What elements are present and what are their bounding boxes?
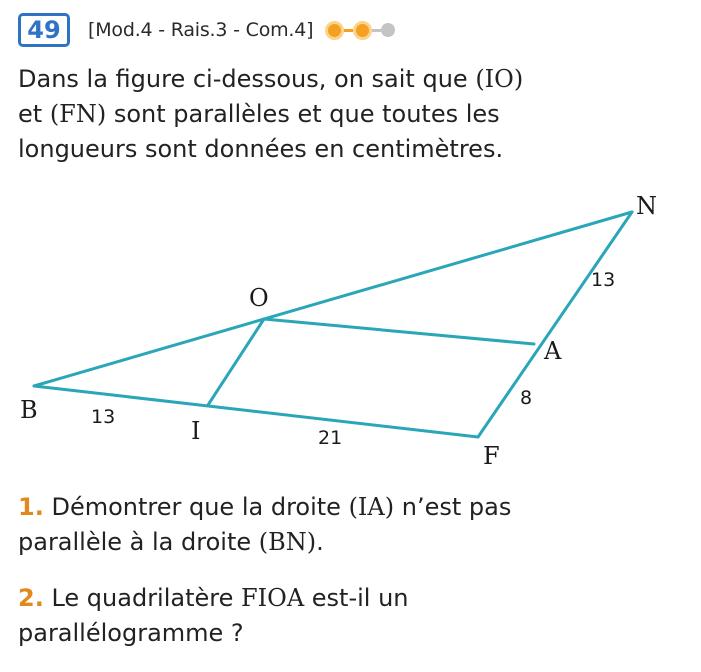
length-label-an: 13 (591, 269, 616, 291)
skills-tag: [Mod.4 - Rais.3 - Com.4] (88, 19, 314, 41)
exercise-statement (18, 62, 678, 167)
question-line: parallélogramme ? (18, 619, 244, 647)
segment-bn (34, 212, 632, 386)
point-label-n: N (636, 192, 657, 220)
point-label-b: B (20, 396, 38, 424)
length-label-fa: 8 (520, 387, 533, 409)
statement-line: et (FN) sont parallèles et que toutes les (18, 100, 500, 128)
question-number: 2. (18, 584, 44, 612)
geometry-figure-svg (0, 180, 701, 480)
question-number: 1. (18, 493, 44, 521)
point-label-i: I (191, 417, 201, 445)
quadrilateral-fioa: FIOA (241, 584, 305, 612)
segment-nf (478, 212, 632, 437)
length-label-bi: 13 (91, 406, 116, 428)
difficulty-link (372, 29, 381, 32)
question-line: 1. Démontrer que la droite (IA) n’est pas (18, 493, 512, 521)
point-label-o: O (249, 284, 269, 312)
segment-oa (264, 319, 534, 344)
question-line: parallèle à la droite (BN). (18, 528, 324, 556)
line-ia: (IA) (348, 493, 395, 521)
statement-line: Dans la figure ci-dessous, on sait que (IO) (18, 65, 524, 93)
length-label-if: 21 (318, 427, 343, 449)
exercise-number-badge: 49 (18, 13, 70, 47)
difficulty-link (344, 29, 353, 32)
exercise-header (18, 12, 395, 48)
question-line: 2. Le quadrilatère FIOA est-il un (18, 584, 409, 612)
difficulty-dot-empty-icon (381, 23, 395, 37)
line-io: (IO) (475, 65, 524, 93)
line-fn: (FN) (49, 100, 107, 128)
point-label-f: F (483, 442, 500, 470)
geometry-figure (0, 180, 701, 480)
question-1 (18, 490, 678, 560)
line-bn: (BN) (258, 528, 317, 556)
point-label-a: A (544, 337, 562, 365)
statement-line: longueurs sont données en centimètres. (18, 135, 504, 163)
difficulty-dot-filled-icon (325, 21, 344, 40)
difficulty-indicator (325, 21, 395, 40)
difficulty-dot-filled-icon (353, 21, 372, 40)
question-2 (18, 581, 678, 651)
